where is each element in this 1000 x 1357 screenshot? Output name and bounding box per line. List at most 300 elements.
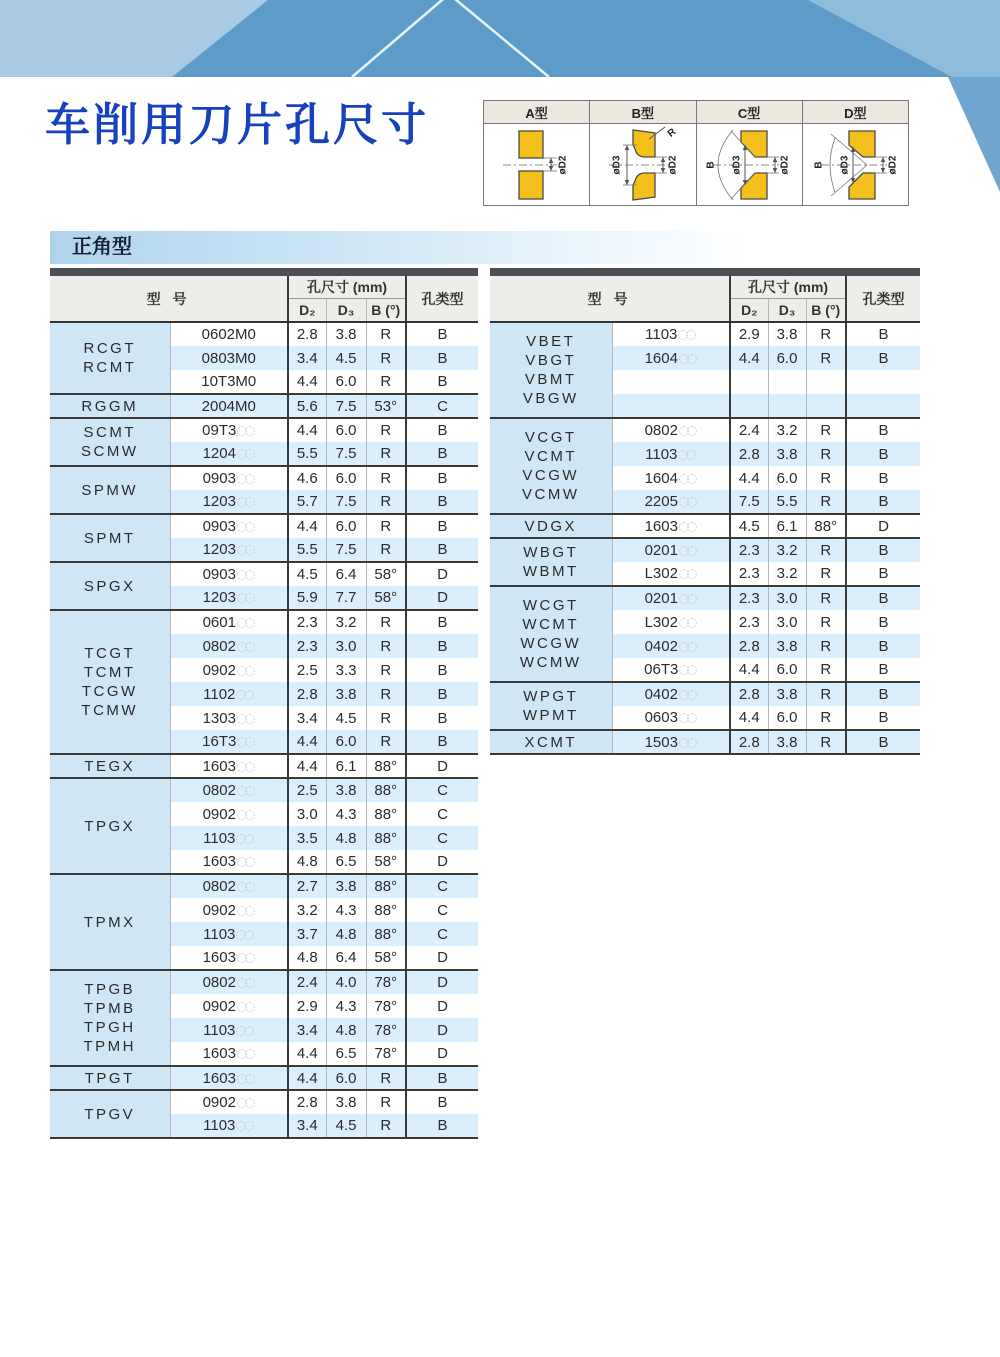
type-c-cross-section [699,125,799,205]
size-placeholder-circle-icon [244,930,254,940]
insert-size-cell: 0601 [170,610,288,634]
model-name: WPMT [522,707,579,724]
hole-type-cell: B [406,466,478,490]
b-angle-cell: R [806,634,846,658]
svg-text:B: B [705,160,717,169]
model-name: SCMT [83,424,136,441]
b-angle-cell: R [366,1114,406,1138]
d2-cell: 5.5 [288,538,326,562]
size-placeholder-circle-icon [687,569,697,579]
b-angle-cell: R [806,418,846,442]
d3-cell: 6.1 [768,514,806,538]
d3-cell: 3.2 [768,538,806,562]
svg-text:R: R [665,126,679,140]
insert-size-cell: 1102 [170,682,288,706]
b-angle-cell: 88° [366,826,406,850]
b-angle-cell: R [806,586,846,610]
d2-column-header: D₂ [730,298,768,322]
d2-cell: 2.8 [730,682,768,706]
d2-cell: 3.0 [288,802,326,826]
model-name: RCMT [83,359,137,376]
d2-cell: 2.8 [288,322,326,346]
insert-size-cell: 09T3 [170,418,288,442]
hole-type-cell: C [437,805,448,823]
b-angle-cell: R [366,682,406,706]
d2-cell: 4.4 [288,754,326,778]
hole-type-cell: B [878,661,889,678]
size-placeholder-circle-icon [245,762,255,772]
hole-type-cell: D [406,754,478,778]
svg-text:øD2: øD2 [888,155,900,174]
size-placeholder-circle-icon [245,666,255,676]
model-name: VCGT [524,429,577,446]
d2-cell: 4.4 [730,658,768,682]
d2-cell: 2.8 [730,442,768,466]
model-name: WCGT [522,597,579,614]
d3-cell: 4.5 [326,346,366,370]
table-row [490,322,920,346]
hole-type-cell: C [406,826,478,850]
size-placeholder-circle-icon [687,474,697,484]
d3-cell: 6.4 [326,946,366,970]
b-angle-cell: R [366,346,406,370]
hole-type-cell: B [846,634,920,658]
insert-size-cell: 1203 [170,538,288,562]
d2-cell [730,370,768,394]
model-name: TPGV [84,1105,136,1123]
d2-cell: 3.4 [288,1114,326,1138]
size-placeholder-circle-icon [245,906,255,916]
insert-size-cell: 1103 [170,1018,288,1042]
size-placeholder-circle-icon [245,1049,255,1059]
model-group-cell [50,466,170,514]
diagram-header-d: D型 [844,105,867,121]
size-placeholder-circle-icon [245,857,255,867]
insert-size-cell: 0201 [612,586,730,610]
model-name: TCGW [81,683,138,700]
hole-type-cell: C [406,778,478,802]
hole-type-cell: B [878,613,889,631]
diagram-header-b: B型 [590,101,696,123]
insert-size-cell: 0903 [170,514,288,538]
b-angle-cell: R [366,730,406,754]
page-title: 车削用刀片孔尺寸 [45,99,430,150]
insert-size-cell: 1503 [612,730,730,754]
d2-cell: 2.7 [288,874,326,898]
d3-cell: 7.5 [326,490,366,514]
hole-type-cell: B [878,565,889,582]
hole-type-cell: B [846,730,920,754]
d2-cell: 5.9 [288,586,326,610]
model-name: TPMH [83,1038,136,1055]
insert-size-cell: 0902 [170,802,288,826]
d2-column-header: D₂ [288,298,326,322]
d3-cell: 3.8 [768,442,806,466]
d3-cell: 6.5 [326,1042,366,1066]
hole-type-cell: D [437,853,448,870]
d3-cell: 6.0 [326,1066,366,1090]
d2-cell: 2.3 [730,610,768,634]
insert-size-cell: 1103 [170,922,288,946]
b-angle-column-header: B (°) [366,298,406,322]
insert-size-cell: 1103 [170,1114,288,1138]
hole-type-cell: B [406,490,478,514]
d2-cell: 2.9 [288,994,326,1018]
model-name: RCGT [83,340,136,357]
insert-size-cell: 1203 [170,586,288,610]
hole-type-cell: B [846,682,920,706]
b-angle-cell: R [366,538,406,562]
hole-type-cell: C [406,394,478,418]
d2-cell: 2.3 [288,610,326,634]
d3-cell: 3.8 [326,322,366,346]
size-placeholder-circle-icon [687,642,697,652]
b-angle-cell: R [366,1090,406,1114]
insert-size-cell: 1303 [170,706,288,730]
size-placeholder-circle-icon [244,690,254,700]
insert-size-cell: 0802 [170,778,288,802]
model-name: SPMT [83,529,136,547]
hole-type-cell: B [406,610,478,634]
hole-type-cell: B [846,538,920,562]
insert-size-cell: 1604 [612,346,730,370]
insert-size-cell: 2004M0 [170,394,288,418]
b-angle-cell: R [366,658,406,682]
d2-cell: 4.4 [730,706,768,730]
size-placeholder-circle-icon [686,450,696,460]
model-name: WBGT [523,544,579,561]
table-row [50,610,478,634]
insert-size-cell: 0903 [170,562,288,586]
size-placeholder-circle-icon [687,665,697,675]
svg-text:B: B [814,160,826,169]
d3-cell: 3.8 [768,322,806,346]
size-placeholder-circle-icon [687,522,697,532]
b-angle-cell: 53° [366,394,406,418]
table-row [50,874,478,898]
model-name: TPGX [84,817,136,835]
d3-cell [768,394,806,418]
size-placeholder-circle-icon [245,449,255,459]
d2-cell: 2.3 [730,562,768,586]
diagram-body-row [484,124,908,205]
b-angle-cell: R [806,490,846,514]
d3-cell: 6.0 [326,370,366,394]
size-placeholder-circle-icon [245,545,255,555]
size-placeholder-circle-icon [245,497,255,507]
d3-cell: 3.0 [768,586,806,610]
d3-cell: 4.8 [326,1018,366,1042]
b-angle-cell: R [806,322,846,346]
hole-type-cell: D [437,997,448,1015]
type-d-cross-section [805,125,905,205]
b-angle-cell: R [806,610,846,634]
d3-cell: 5.5 [768,490,806,514]
d3-cell: 3.0 [326,634,366,658]
d2-cell: 2.3 [730,538,768,562]
size-placeholder-circle-icon [245,1074,255,1084]
hole-type-cell: B [406,418,478,442]
d3-cell: 3.8 [326,682,366,706]
b-angle-cell: R [366,610,406,634]
section-header: 正角型 [50,231,930,264]
b-angle-cell: R [806,538,846,562]
size-placeholder-circle-icon [245,714,255,724]
spec-table-right [490,268,920,755]
hole-type-cell: D [406,970,478,994]
model-name: SPGX [83,577,136,595]
svg-text:øD3: øD3 [731,155,743,174]
size-placeholder-circle-icon [687,497,697,507]
b-angle-cell: R [366,466,406,490]
insert-size-cell: 1603 [170,1042,288,1066]
insert-size-cell: 06T3 [612,658,730,682]
insert-size-cell: 0803M0 [170,346,288,370]
b-angle-cell: 88° [366,802,406,826]
d3-cell: 6.4 [326,562,366,586]
model-name: VDGX [524,517,577,535]
model-name: WCGW [520,635,582,652]
d3-cell: 6.0 [768,346,806,370]
model-name: TPMB [83,1000,136,1017]
model-group-cell [50,418,170,466]
d2-cell: 2.4 [730,418,768,442]
insert-size-cell: 1103 [612,322,730,346]
d3-cell: 7.7 [326,586,366,610]
svg-text:øD2: øD2 [667,155,679,174]
d2-cell: 4.4 [288,1042,326,1066]
d2-cell: 2.8 [730,730,768,754]
b-angle-cell: R [366,706,406,730]
d3-cell: 3.2 [768,418,806,442]
spec-table-left [50,268,478,1139]
table-row [50,418,478,442]
insert-size-cell: 0802 [612,418,730,442]
insert-size-cell: 1103 [612,442,730,466]
d3-cell: 3.8 [768,730,806,754]
model-group-cell [50,514,170,562]
insert-size-cell: 1603 [170,850,288,874]
hole-type-cell: D [437,1045,448,1062]
hole-type-cell: B [406,634,478,658]
b-angle-cell: 58° [366,586,406,610]
model-name: SPMW [81,481,139,499]
model-name: XCMT [524,733,577,751]
b-angle-cell: 88° [366,922,406,946]
size-placeholder-circle-icon [245,593,255,603]
insert-size-cell: 0201 [612,538,730,562]
table-header [490,272,920,322]
model-group-cell [50,970,170,1066]
table-row [490,514,920,538]
d2-cell: 3.2 [288,898,326,922]
model-group-cell [50,562,170,610]
model-name: TPMX [83,913,136,931]
size-placeholder-circle-icon [245,618,255,628]
model-column-header: 型 号 [50,272,288,322]
diagram-header-a: A型 [484,101,590,123]
svg-text:øD2: øD2 [557,155,569,174]
b-angle-cell: R [366,322,406,346]
insert-size-cell: 1103 [170,826,288,850]
d3-cell: 3.3 [326,658,366,682]
model-name: VCMW [522,486,580,503]
hole-type-cell: C [406,922,478,946]
model-name: VBGW [522,390,579,407]
b-angle-cell: 58° [366,850,406,874]
insert-size-cell: 0602M0 [170,322,288,346]
model-name: WPGT [523,688,579,705]
model-group-cell [490,418,612,514]
hole-type-cell: B [846,586,920,610]
d3-cell: 4.5 [326,706,366,730]
d3-cell: 6.1 [326,754,366,778]
b-angle-cell: 78° [366,1018,406,1042]
hole-type-cell: B [437,661,448,679]
d3-cell: 4.3 [326,898,366,922]
b-angle-cell: R [366,442,406,466]
b-angle-cell: R [366,634,406,658]
d3-cell: 3.0 [768,610,806,634]
model-group-cell [50,754,170,778]
hole-type-cell: B [878,469,889,487]
size-placeholder-circle-icon [245,522,255,532]
size-placeholder-circle-icon [687,354,697,364]
d3-cell [768,370,806,394]
hole-type-cell: B [437,326,448,343]
d3-cell: 4.8 [326,826,366,850]
d3-cell: 4.3 [326,802,366,826]
insert-size-cell: 0902 [170,658,288,682]
b-angle-cell: R [366,490,406,514]
insert-size-cell: 0903 [170,466,288,490]
insert-size-cell: 1603 [170,754,288,778]
table-row [50,466,478,490]
size-placeholder-circle-icon [686,330,696,340]
size-placeholder-circle-icon [245,953,255,963]
d2-cell: 4.8 [288,946,326,970]
diagram-type-c [697,124,803,205]
b-angle-cell: 78° [366,1042,406,1066]
hole-type-cell: D [406,586,478,610]
d3-cell: 7.5 [326,538,366,562]
table-row [50,394,478,418]
model-group-cell [50,1066,170,1090]
size-placeholder-circle-icon [245,737,255,747]
d3-cell: 4.0 [326,970,366,994]
diagram-type-d [803,124,908,205]
model-name: TPGH [83,1019,136,1036]
b-angle-cell: R [806,562,846,586]
table-row [50,754,478,778]
b-angle-cell: R [366,514,406,538]
b-angle-cell [806,370,846,394]
hole-type-cell: B [406,538,478,562]
d2-cell: 2.3 [730,586,768,610]
d3-cell: 3.8 [326,874,366,898]
table-row [490,586,920,610]
insert-size-cell: 10T3M0 [170,370,288,394]
size-placeholder-circle-icon [244,834,254,844]
model-group-cell [50,610,170,754]
model-name: VBET [526,333,576,350]
d3-cell: 6.0 [326,466,366,490]
model-name: WCMW [519,654,582,671]
b-angle-cell: R [806,442,846,466]
d2-cell: 5.6 [288,394,326,418]
hole-type-cell: B [846,490,920,514]
diagram-header-c: C型 [697,101,803,123]
b-angle-cell: 78° [366,994,406,1018]
hole-type-cell [846,394,920,418]
model-name: WBMT [522,563,579,580]
hole-type-diagram-table [483,100,909,206]
hole-type-cell: B [406,442,478,466]
b-angle-cell: R [806,466,846,490]
size-placeholder-circle-icon [245,978,255,988]
insert-size-cell: 2205 [612,490,730,514]
model-name: TCGT [84,645,136,662]
b-angle-cell: R [806,730,846,754]
b-angle-cell [806,394,846,418]
insert-size-cell [612,370,730,394]
hole-type-cell: B [437,709,448,727]
model-name: VCGW [522,467,580,484]
insert-size-cell: 0802 [170,874,288,898]
hole-type-cell: B [846,442,920,466]
type-a-cross-section [487,125,587,205]
d3-cell: 3.8 [768,634,806,658]
d3-cell: 6.0 [768,466,806,490]
model-name: VBMT [524,371,577,388]
insert-size-cell: 0402 [612,634,730,658]
size-placeholder-circle-icon [687,690,697,700]
b-angle-cell: 88° [366,898,406,922]
size-placeholder-circle-icon [687,618,697,628]
hole-type-cell: C [437,901,448,919]
model-name: VCMT [524,448,577,465]
hole-type-cell: B [878,326,889,343]
insert-size-cell: 16T3 [170,730,288,754]
model-group-cell [50,778,170,874]
b-angle-cell: 88° [806,514,846,538]
svg-text:øD3: øD3 [611,155,623,174]
b-angle-cell: R [366,1066,406,1090]
table-row [50,1090,478,1114]
d2-cell: 4.4 [730,346,768,370]
b-angle-cell: 88° [366,754,406,778]
d2-cell: 2.8 [288,1090,326,1114]
insert-size-cell: 0402 [612,682,730,706]
svg-text:øD2: øD2 [779,155,791,174]
size-placeholder-circle-icon [245,642,255,652]
size-placeholder-circle-icon [687,426,697,436]
size-placeholder-circle-icon [244,1026,254,1036]
table-row [50,1066,478,1090]
size-placeholder-circle-icon [245,474,255,484]
d2-cell: 4.5 [730,514,768,538]
d3-cell: 6.0 [768,658,806,682]
size-placeholder-circle-icon [244,1121,254,1131]
d2-cell: 4.8 [288,850,326,874]
type-b-cross-section [593,125,693,205]
hole-type-cell: D [406,562,478,586]
d2-cell: 3.7 [288,922,326,946]
insert-size-cell: L302 [612,562,730,586]
model-group-cell [490,322,612,418]
d2-cell [730,394,768,418]
d3-cell: 3.8 [768,682,806,706]
